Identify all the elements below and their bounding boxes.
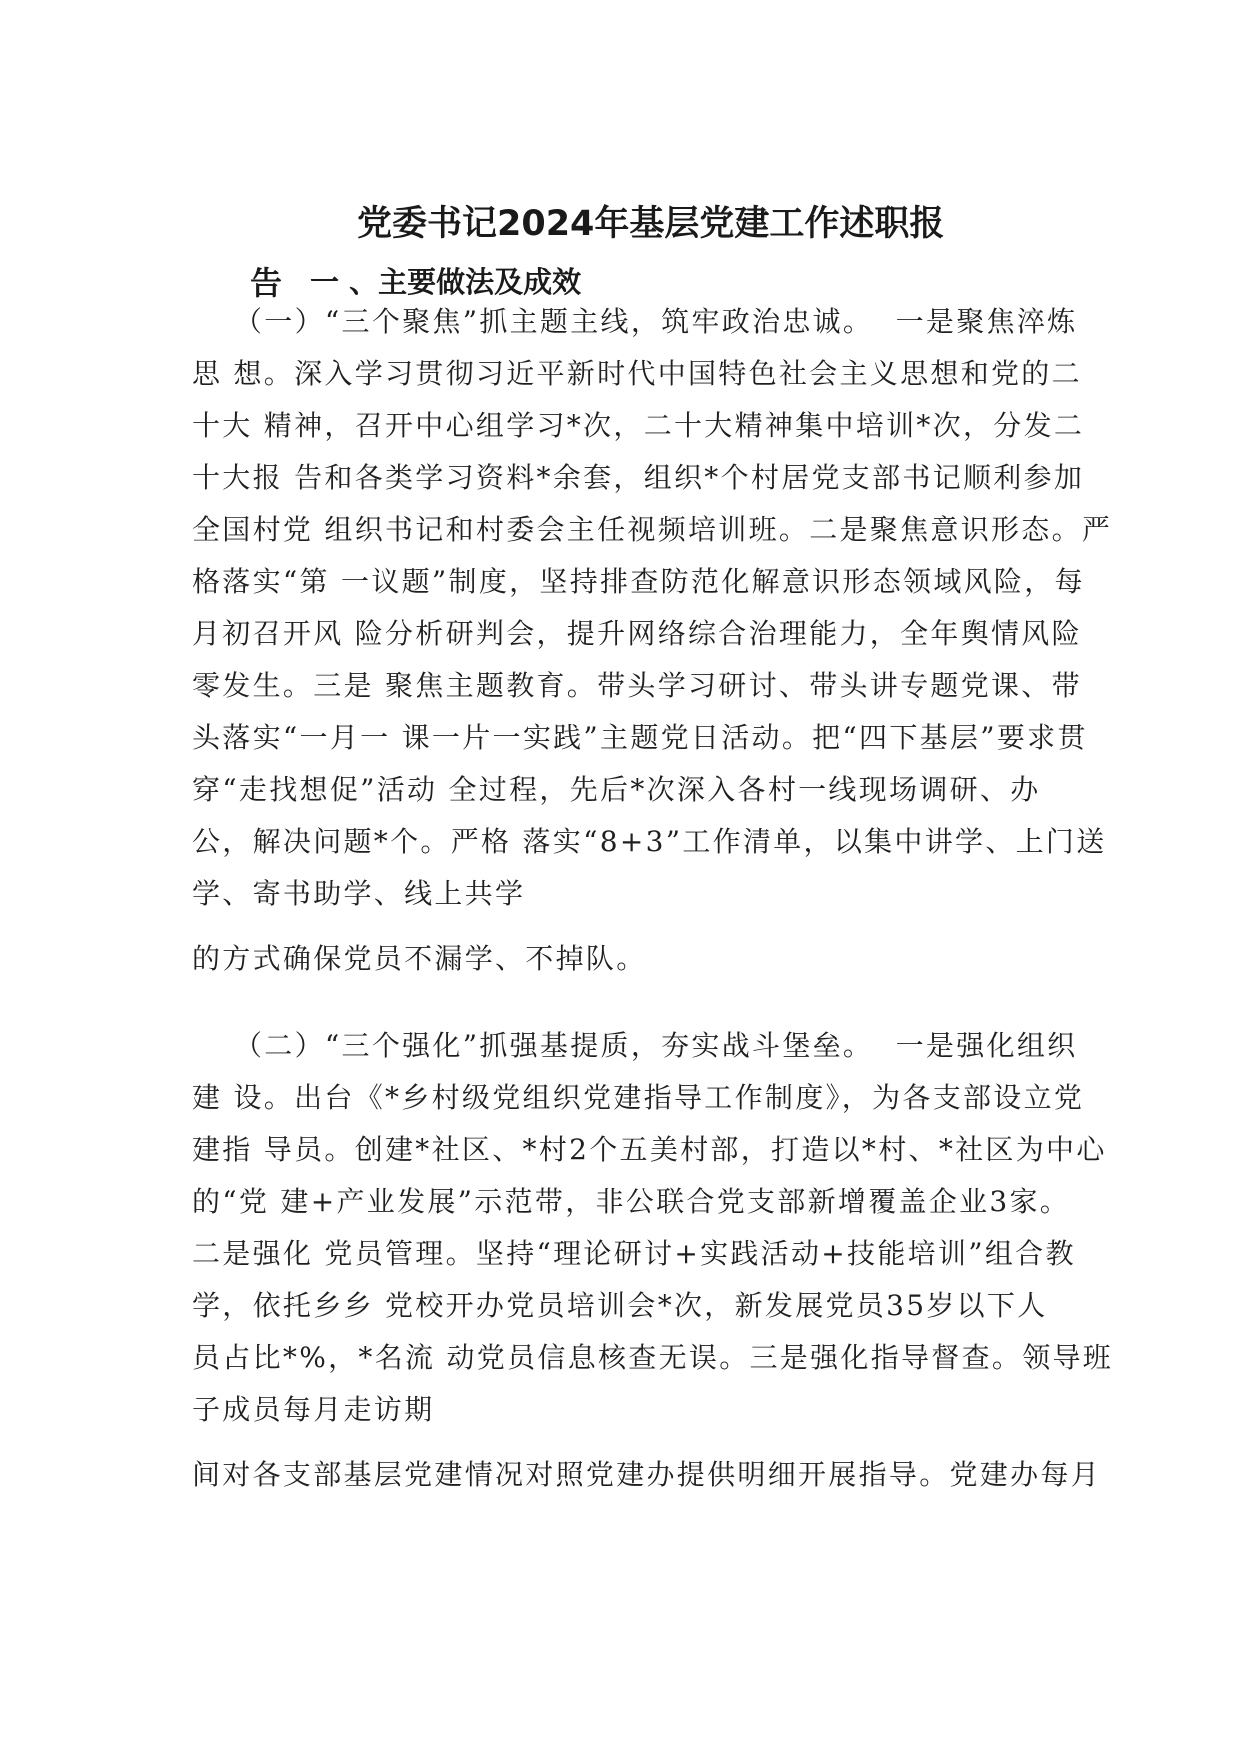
title-tail: 告	[250, 264, 283, 302]
paragraph-1-line: （一）“三个聚焦”抓主题主线，筑牢政治忠诚。 一是聚焦淬炼	[234, 305, 1078, 338]
paragraph-2-line: 员占比*%，*名流 动党员信息核查无误。三是强化指导督查。领导班	[192, 1341, 1114, 1374]
paragraph-1-line: 公，解决问题*个。严格 落实“8+3”工作清单，以集中讲学、上门送	[192, 825, 1107, 858]
paragraph-1-line: 月初召开风 险分析研判会，提升网络综合治理能力，全年舆情风险	[192, 617, 1082, 650]
paragraph-1-line: 穿“走找想促”活动 全过程，先后*次深入各村一线现场调研、办	[192, 773, 1041, 806]
paragraph-2-line: 二是强化 党员管理。坚持“理论研讨+实践活动+技能培训”组合教	[192, 1237, 1076, 1270]
paragraph-1-line: 零发生。三是 聚焦主题教育。带头学习研讨、带头讲专题党课、带	[192, 669, 1082, 702]
document-title: 党委书记2024年基层党建工作述职报	[357, 204, 945, 244]
paragraph-2-tail: 间对各支部基层党建情况对照党建办提供明细开展指导。党建办每月	[192, 1458, 1102, 1491]
paragraph-1-line: 思 想。深入学习贯彻习近平新时代中国特色社会主义思想和党的二	[192, 357, 1082, 390]
paragraph-2-line: （二）“三个强化”抓强基提质，夯实战斗堡垒。 一是强化组织	[234, 1029, 1078, 1062]
paragraph-2-line: 子成员每月走访期	[192, 1393, 435, 1426]
paragraph-2-line: 建指 导员。创建*社区、*村2个五美村部，打造以*村、*社区为中心	[192, 1133, 1107, 1166]
paragraph-2-line: 建 设。出台《*乡村级党组织党建指导工作制度》，为各支部设立党	[192, 1081, 1085, 1114]
paragraph-1-tail: 的方式确保党员不漏学、不掉队。	[192, 942, 647, 975]
paragraph-1-line: 学、寄书助学、线上共学	[192, 877, 526, 910]
paragraph-2-line: 学，依托乡乡 党校开办党员培训会*次，新发展党员35岁以下人	[192, 1289, 1048, 1322]
paragraph-1-line: 全国村党 组织书记和村委会主任视频培训班。二是聚焦意识形态。严	[192, 513, 1113, 546]
paragraph-1-line: 十大报 告和各类学习资料*余套，组织*个村居党支部书记顺利参加	[192, 461, 1085, 494]
section-heading: 一 、主要做法及成效	[310, 265, 582, 299]
paragraph-1-line: 头落实“一月一 课一片一实践”主题党日活动。把“四下基层”要求贯	[192, 721, 1088, 754]
paragraph-2-line: 的“党 建+产业发展”示范带，非公联合党支部新增覆盖企业3家。	[192, 1185, 1071, 1218]
paragraph-1-line: 十大 精神，召开中心组学习*次，二十大精神集中培训*次，分发二	[192, 409, 1085, 442]
paragraph-1-line: 格落实“第 一议题”制度，坚持排查防范化解意识形态领域风险，每	[192, 565, 1085, 598]
